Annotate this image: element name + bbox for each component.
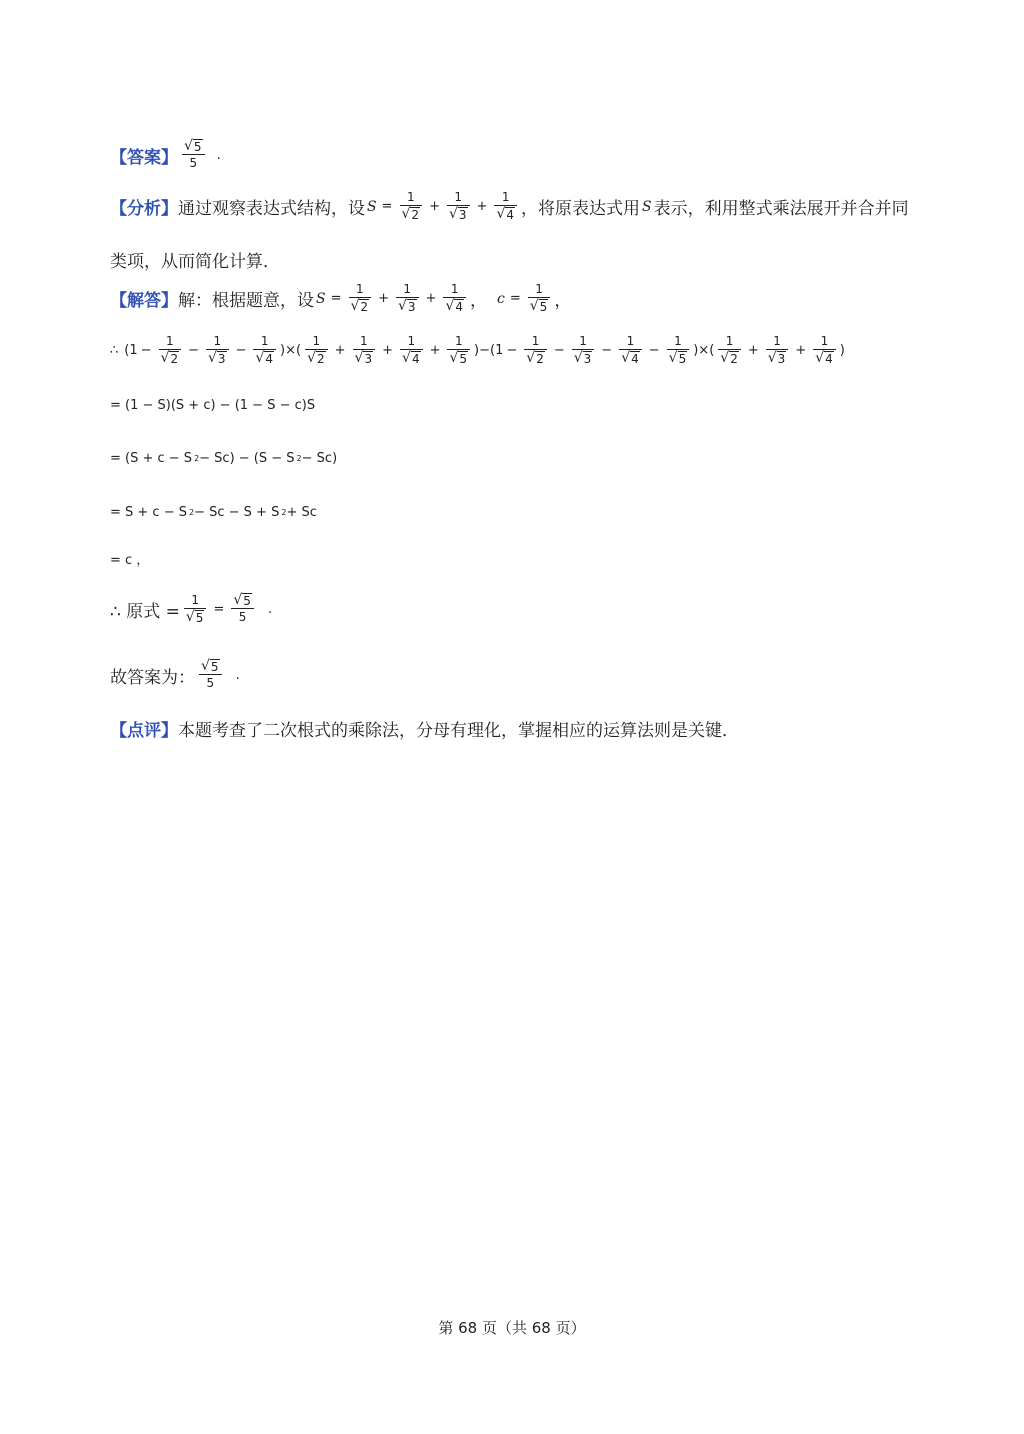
step-3: = S + c − S 2 − Sc − S + S 2 + Sc [110,505,317,520]
expression-line: ∴ (1 − 1 √ 2 − 1 √ 3 − 1 √ 4 )×( 1 √ 2 + 1 √ 3 + 1 √ 4 + 1 √ 5 )−(1 − 1 √ 2 − 1 √ 3 − 1 √ 4 − 1 √ 5 )×( 1 √ 2 + 1 √ 3 + 1 √ 4 ) [110,334,845,366]
original-expression-line: ∴ 原式 = 1 √ 5 = √ 5 5 . [110,592,273,625]
comment-text: 本题考查了二次根式的乘除法，分母有理化，掌握相应的运算法则是关键． [178,721,739,741]
analysis-line: 【分析】 通过观察表达式结构，设 S = 1 √ 2 + 1 √ 3 + 1 √ 4 ，将原表达式用 S 表示，利用整式乘法展开并合并同 [110,190,909,222]
step-4: = c ， [110,553,150,568]
answer-fraction: √ 5 5 [182,138,205,172]
analysis-tag: 【分析】 [110,199,178,219]
answer-line: 【答案】 √ 5 5 . [110,138,221,170]
solution-line: 【解答】 解：根据题意，设 S = 1 √ 2 + 1 √ 3 + 1 √ 4 ， c = 1 √ 5 ， [110,282,572,314]
solution-tag: 【解答】 [110,291,178,311]
analysis-text: 通过观察表达式结构，设 [178,199,365,219]
comment-tag: 【点评】 [110,721,178,741]
comment-line [110,716,739,741]
analysis-line-2: 类项，从而简化计算． [110,252,280,272]
step-2: = (S + c − S 2 − Sc) − (S − S 2 − Sc) [110,451,338,466]
page-footer: 第 68 页（共 68 页） [438,1319,586,1337]
step-1: = (1 − S)(S + c) − (1 − S − c)S [110,398,316,413]
answer-tag: 【答案】 [110,147,178,168]
final-answer-line: 故答案为： √ 5 5 . [110,658,240,690]
